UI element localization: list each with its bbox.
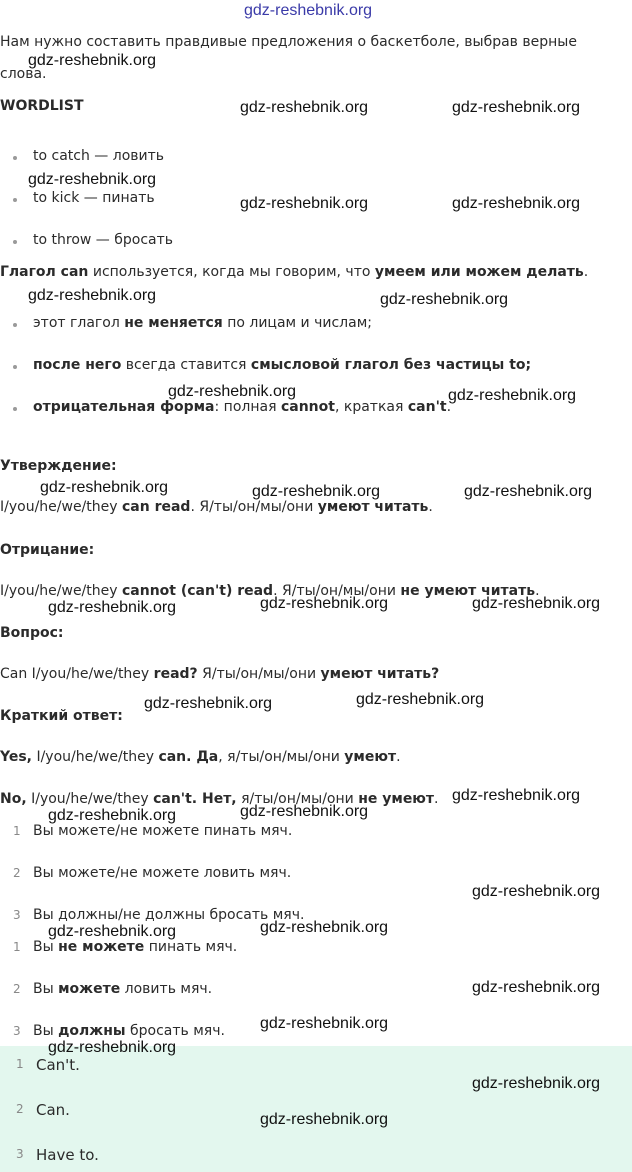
watermark: gdz-reshebnik.org bbox=[356, 691, 485, 708]
bullet-icon bbox=[13, 156, 17, 160]
watermark: gdz-reshebnik.org bbox=[48, 807, 177, 824]
bullet-icon bbox=[13, 365, 17, 369]
watermark-top: gdz-reshebnik.org bbox=[244, 2, 373, 19]
watermark: gdz-reshebnik.org bbox=[240, 803, 369, 820]
short-answer-title: Краткий ответ: bbox=[0, 708, 123, 724]
watermark: gdz-reshebnik.org bbox=[240, 99, 369, 116]
watermark: gdz-reshebnik.org bbox=[452, 99, 581, 116]
watermark: gdz-reshebnik.org bbox=[472, 1075, 601, 1092]
bullet-icon bbox=[13, 323, 17, 327]
watermark: gdz-reshebnik.org bbox=[252, 483, 381, 500]
watermark: gdz-reshebnik.org bbox=[144, 695, 273, 712]
short-answer-yes: Yes, I/you/he/we/they can. Да, я/ты/он/мы/они умеют. bbox=[0, 749, 401, 765]
watermark: gdz-reshebnik.org bbox=[28, 171, 157, 188]
watermark: gdz-reshebnik.org bbox=[240, 195, 369, 212]
watermark: gdz-reshebnik.org bbox=[40, 479, 169, 496]
watermark: gdz-reshebnik.org bbox=[260, 919, 389, 936]
watermark: gdz-reshebnik.org bbox=[472, 595, 601, 612]
watermark: gdz-reshebnik.org bbox=[28, 52, 157, 69]
affirmative-title: Утверждение: bbox=[0, 458, 117, 474]
watermark: gdz-reshebnik.org bbox=[48, 1039, 177, 1056]
watermark: gdz-reshebnik.org bbox=[260, 1111, 389, 1128]
intro-line-2: слова. bbox=[0, 66, 47, 82]
watermark: gdz-reshebnik.org bbox=[452, 787, 581, 804]
question-example: Can I/you/he/we/they read? Я/ты/он/мы/они умеют читать? bbox=[0, 666, 440, 682]
watermark: gdz-reshebnik.org bbox=[380, 291, 509, 308]
bullet-icon bbox=[13, 240, 17, 244]
grammar-intro: Глагол can используется, когда мы говорим, что умеем или можем делать. bbox=[0, 264, 589, 280]
watermark: gdz-reshebnik.org bbox=[472, 979, 601, 996]
watermark: gdz-reshebnik.org bbox=[168, 383, 297, 400]
watermark: gdz-reshebnik.org bbox=[28, 287, 157, 304]
intro-line-1: Нам нужно составить правдивые предложения о баскетболе, выбрав верные bbox=[0, 34, 577, 50]
watermark: gdz-reshebnik.org bbox=[452, 195, 581, 212]
wordlist-title: WORDLIST bbox=[0, 98, 84, 114]
affirmative-example: I/you/he/we/they can read. Я/ты/он/мы/они умеют читать. bbox=[0, 499, 433, 515]
bullet-icon bbox=[13, 198, 17, 202]
bullet-icon bbox=[13, 407, 17, 411]
watermark: gdz-reshebnik.org bbox=[448, 387, 577, 404]
watermark: gdz-reshebnik.org bbox=[260, 1015, 389, 1032]
question-title: Вопрос: bbox=[0, 625, 64, 641]
negative-example: I/you/he/we/they cannot (can't) read. Я/ты/он/мы/они не умеют читать. bbox=[0, 583, 540, 599]
short-answer-no: No, I/you/he/we/they can't. Нет, я/ты/он/мы/они не умеют. bbox=[0, 791, 439, 807]
watermark: gdz-reshebnik.org bbox=[464, 483, 593, 500]
watermark: gdz-reshebnik.org bbox=[48, 923, 177, 940]
watermark: gdz-reshebnik.org bbox=[260, 595, 389, 612]
watermark: gdz-reshebnik.org bbox=[48, 599, 177, 616]
watermark: gdz-reshebnik.org bbox=[472, 883, 601, 900]
negative-title: Отрицание: bbox=[0, 542, 95, 558]
